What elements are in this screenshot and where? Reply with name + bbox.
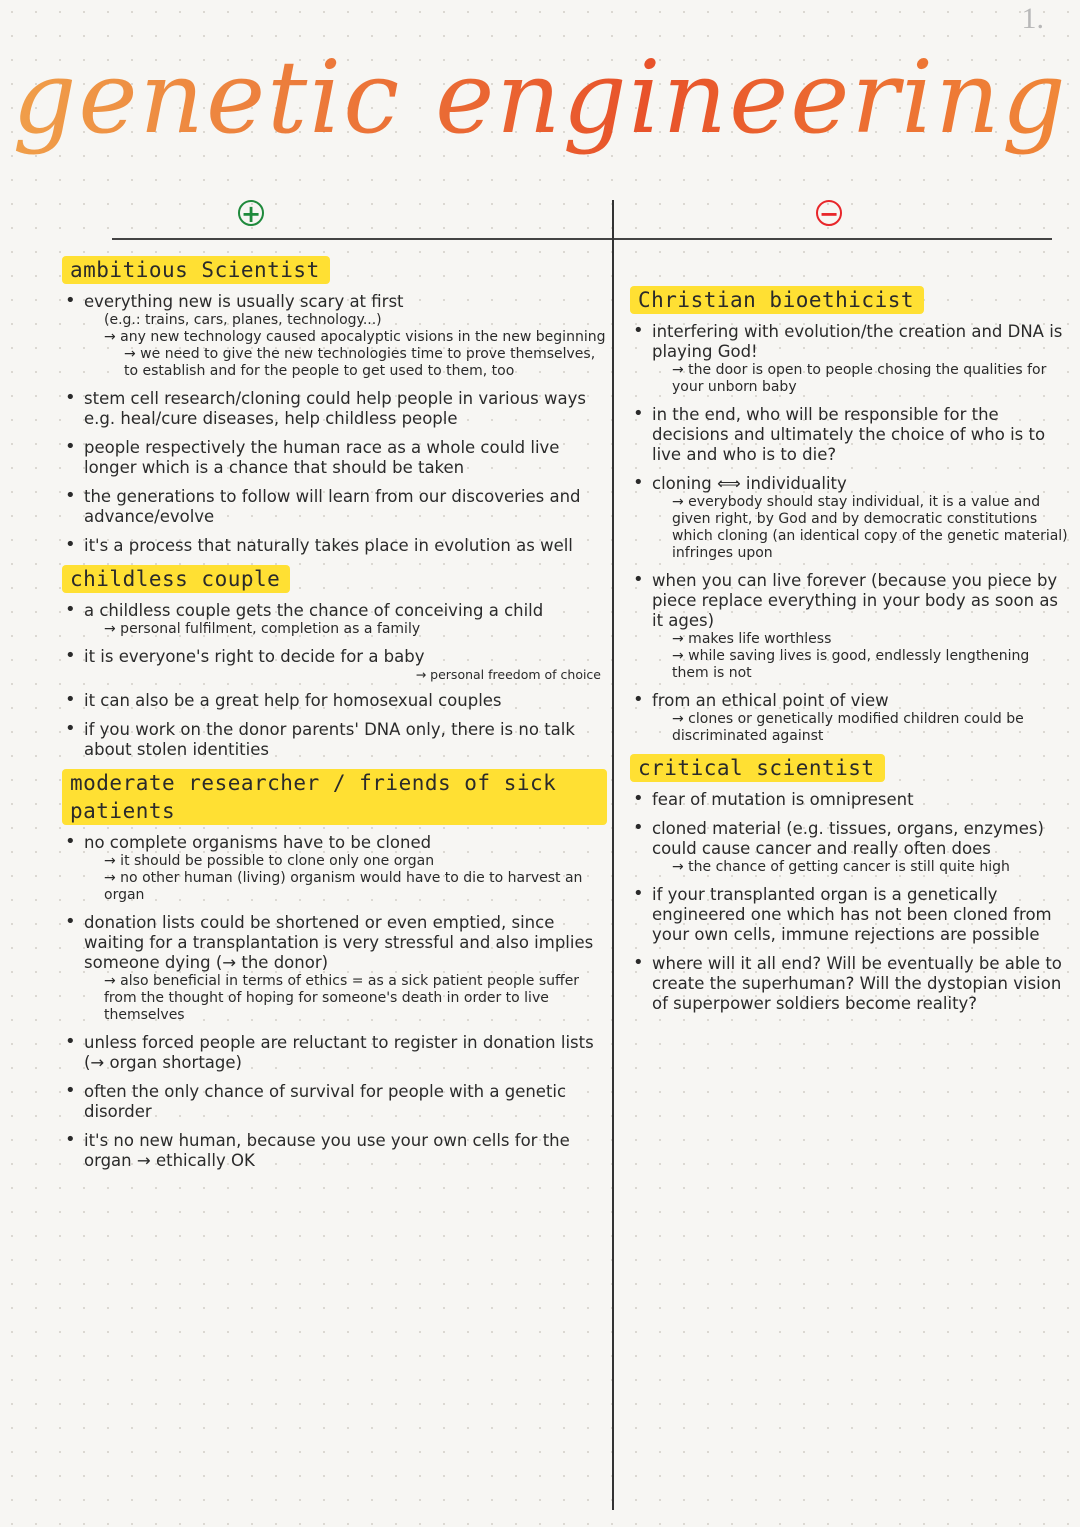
list-item (630, 790, 1070, 810)
point-text: the generations to follow will learn from our discoveries and advance/evolve (84, 487, 581, 526)
list-item (62, 292, 607, 380)
point-sub: → the chance of getting cancer is still quite high (672, 859, 1010, 875)
list-item (62, 1082, 607, 1122)
point-sub: → everybody should stay individual, it is a value and given right, by God and by democratic constitutions which cloning (an identical copy of the genetic material) infringes upon (672, 494, 1068, 561)
point-text: cloned material (e.g. tissues, organs, enzymes) could cause cancer and really often does (652, 819, 1044, 858)
minus-icon: − (816, 200, 842, 226)
point-text: often the only chance of survival for people with a genetic disorder (84, 1082, 567, 1121)
point-sub: → no other human (living) organism would have to die to harvest an organ (104, 870, 583, 903)
plus-icon: + (238, 200, 264, 226)
point-text: people respectively the human race as a whole could live longer which is a chance that should be taken (84, 438, 560, 477)
section-christian-bioethicist (630, 286, 1070, 745)
point-text: if your transplanted organ is a genetically engineered one which has not been cloned from your own cells, immune rejections are possible (652, 885, 1052, 944)
section-heading: childless couple (62, 565, 290, 593)
point-text: when you can live forever (because you piece by piece replace everything in your body as soon as it ages) (652, 571, 1059, 630)
page-title: genetic engineering (0, 38, 1080, 158)
section-moderate-researcher (62, 769, 607, 1171)
list-item (62, 913, 607, 1024)
point-sub: → makes life worthless (672, 631, 832, 647)
point-sub: → any new technology caused apocalyptic visions in the new beginning (104, 329, 606, 345)
divider-vertical (612, 200, 614, 1510)
list-item (62, 389, 607, 429)
list-item (630, 405, 1070, 465)
page-number: 1. (1021, 2, 1044, 35)
point-sub: → personal freedom of choice (415, 667, 601, 682)
section-childless-couple (62, 565, 607, 760)
point-text: interfering with evolution/the creation and DNA is playing God! (652, 322, 1063, 361)
con-column (630, 286, 1070, 1023)
point-sub: → the door is open to people chosing the qualities for your unborn baby (672, 362, 1047, 395)
section-heading: Christian bioethicist (630, 286, 924, 314)
point-text: unless forced people are reluctant to register in donation lists (→ organ shortage) (84, 1033, 594, 1072)
point-text: if you work on the donor parents' DNA only, there is no talk about stolen identities (84, 720, 575, 759)
list-item (630, 819, 1070, 876)
point-sub: → while saving lives is good, endlessly lengthening them is not (672, 648, 1030, 681)
point-text: from an ethical point of view (652, 691, 889, 710)
point-text: it's no new human, because you use your own cells for the organ → ethically OK (84, 1131, 570, 1170)
list-item (630, 954, 1070, 1014)
list-item (62, 691, 607, 711)
point-sub: → it should be possible to clone only one organ (104, 853, 435, 869)
list-item (630, 691, 1070, 745)
section-heading: critical scientist (630, 754, 885, 782)
list-item (62, 1131, 607, 1171)
section-ambitious-scientist (62, 256, 607, 556)
point-text: in the end, who will be responsible for the decisions and ultimately the choice of who is to live and who is to die? (652, 405, 1046, 464)
point-sub: → personal fulfilment, completion as a family (104, 621, 421, 637)
point-text: fear of mutation is omnipresent (652, 790, 914, 809)
point-sub: → also beneficial in terms of ethics = as a sick patient people suffer from the thought of hoping for someone's death in order to live themselves (104, 973, 580, 1023)
point-sub: (e.g.: trains, cars, planes, technology...) (104, 312, 382, 328)
list-item (630, 474, 1070, 562)
list-item (62, 536, 607, 556)
point-text: it is everyone's right to decide for a baby (84, 647, 425, 666)
list-item (62, 647, 607, 682)
point-text: everything new is usually scary at first (84, 292, 404, 311)
point-text: it's a process that naturally takes place in evolution as well (84, 536, 573, 555)
divider-horizontal (112, 238, 1052, 240)
point-text: where will it all end? Will be eventually be able to create the superhuman? Will the dystopian vision of superpower soldiers become reality? (652, 954, 1062, 1013)
point-sub: → we need to give the new technologies time to prove themselves, to establish and for the people to get used to them, too (124, 346, 596, 379)
point-text: it can also be a great help for homosexual couples (84, 691, 502, 710)
list-item (630, 322, 1070, 396)
section-critical-scientist (630, 754, 1070, 1014)
point-text: no complete organisms have to be cloned (84, 833, 432, 852)
point-text: cloning ⟺ individuality (652, 474, 847, 493)
pro-column (62, 256, 607, 1180)
list-item (62, 1033, 607, 1073)
section-heading: ambitious Scientist (62, 256, 330, 284)
list-item (62, 487, 607, 527)
list-item (630, 885, 1070, 945)
list-item (62, 833, 607, 904)
list-item (62, 601, 607, 638)
list-item (630, 571, 1070, 682)
list-item (62, 720, 607, 760)
point-text: stem cell research/cloning could help people in various ways e.g. heal/cure diseases, help childless people (84, 389, 586, 428)
point-sub: → clones or genetically modified children could be discriminated against (672, 711, 1024, 744)
point-text: a childless couple gets the chance of conceiving a child (84, 601, 544, 620)
section-heading: moderate researcher / friends of sick patients (62, 769, 607, 825)
point-text: donation lists could be shortened or even emptied, since waiting for a transplantation is very stressful and also implies someone dying (→ the donor) (84, 913, 594, 972)
list-item (62, 438, 607, 478)
